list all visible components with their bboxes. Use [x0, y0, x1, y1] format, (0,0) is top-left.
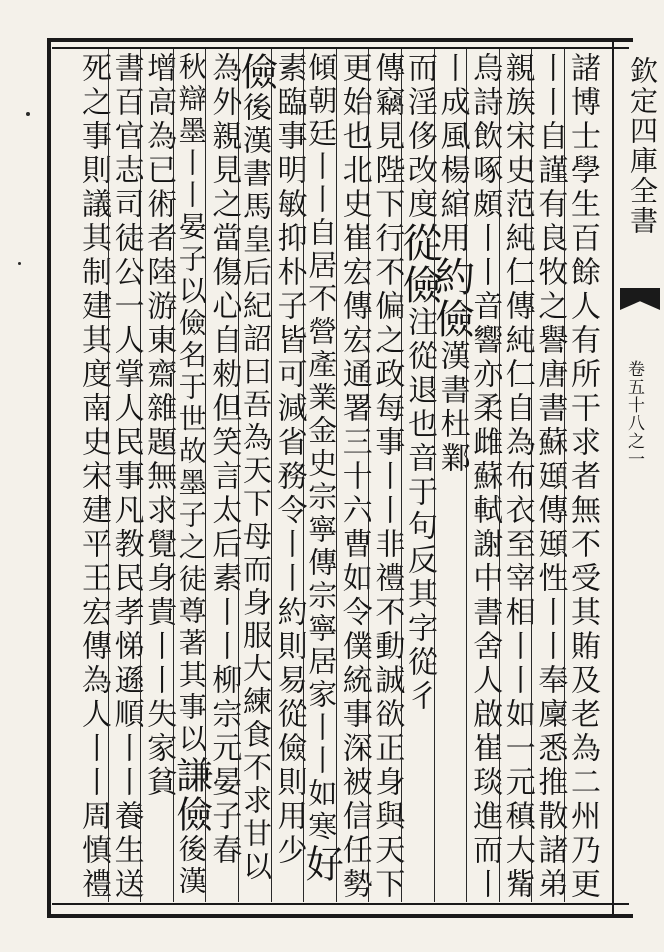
column-text: 注從退也音于句反其字從彳: [402, 306, 437, 714]
headword: 謙儉: [169, 756, 213, 834]
margin-book-title: 欽定四庫全書: [626, 56, 659, 236]
headword: 儉: [234, 52, 278, 92]
column-rule: [173, 49, 174, 902]
column-text: 諸博士學生百餘人有所干求者無不受其賄及老為二州乃更: [565, 52, 600, 902]
column-text: 後漢: [174, 834, 208, 898]
column-rule: [368, 49, 369, 902]
fishtail-mark: [620, 288, 660, 310]
column-text: 書百官志司徒公一人掌人民事凡教民孝悌遜順丨丨養生送: [108, 52, 144, 902]
column-rule: [466, 49, 467, 902]
column-rule: [336, 49, 337, 902]
ink-speck: [18, 262, 21, 265]
column-text: 死之事則議其制建其度南史宋建平王宏傳為人丨丨周慎禮: [76, 52, 111, 902]
column-text: 傳竊見陛下行不偏之政每事丨丨非禮不動誠欲正身與天下: [369, 52, 405, 902]
headword: 約儉: [428, 256, 475, 340]
headword: 從儉: [396, 222, 442, 306]
column-rule: [271, 49, 272, 902]
column-text: 烏詩飲啄頗丨丨音響亦柔雌蘇軾謝中書舍人啟崔琰進而丨: [467, 52, 503, 902]
column-text: 更始也北史崔宏傳宏通署三十六曹如令僕統事深被信任勢: [336, 52, 372, 902]
column-rule: [401, 49, 402, 902]
margin-juan-number: 卷五十八之一: [624, 360, 644, 468]
column-text: 增高為已術者陸游東齋雜題無求覺身貴丨丨失家貧: [141, 52, 177, 800]
column-text: 傾朝廷丨丨自居不營產業金史宗寧傳宗寧居家丨丨如寒: [304, 52, 339, 844]
column-text: 親族宋史范純仁傳純仁自為布衣至宰相丨丨如一元稹大觜: [499, 52, 535, 902]
column-rule: [564, 49, 565, 902]
column-text: 漢書杜鄴: [434, 340, 470, 476]
column-rule: [499, 49, 500, 902]
frame-inner-top-rule: [52, 47, 629, 49]
headword: 好: [299, 844, 344, 884]
column-rule: [531, 49, 532, 902]
column-rule: [205, 49, 206, 902]
column-rule: [434, 49, 435, 902]
column-text: 秋辯墨丨丨晏子以儉名于世故墨子之徒尊著其事以: [174, 52, 208, 756]
column-rule: [303, 49, 304, 902]
column-text: 而淫侈改度: [402, 52, 437, 222]
column-text: 丨丨自謹有良牧之譽唐書蘇頲傳頲性丨丨奉廩悉推散諸弟: [532, 52, 568, 902]
column-rule: [108, 49, 109, 902]
ink-speck: [26, 112, 30, 116]
column-rule: [140, 49, 141, 902]
column-text: 素臨事明敏抑朴子皆可減省務令丨丨約則易從儉則用少: [271, 52, 307, 868]
frame-inner-bottom-rule: [52, 903, 629, 905]
column-text: 後漢書馬皇后紀詔曰吾為天下母而身服大練食不求甘以: [239, 92, 273, 884]
column-text: 丨成風楊綰用: [434, 52, 470, 256]
column-rule: [238, 49, 239, 902]
column-text: 為外親見之當傷心自勑但笑言太后素丨丨柳宗元晏子春: [206, 52, 242, 868]
